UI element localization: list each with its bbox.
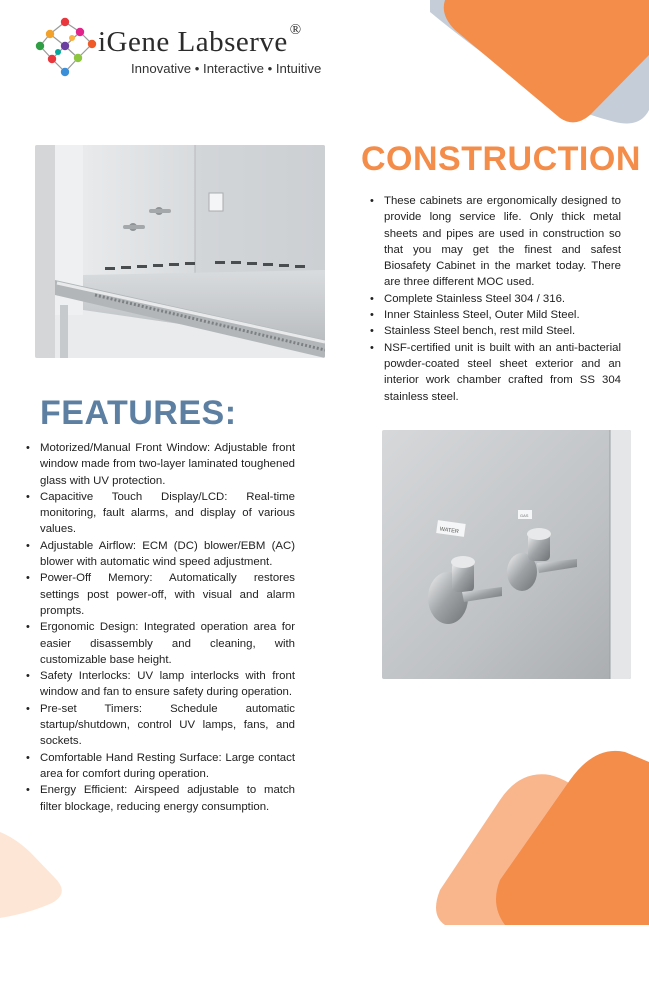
brand-name [98, 22, 302, 59]
brand-name-text: iGene Labserve [98, 26, 288, 58]
logo-molecule-icon [30, 14, 100, 82]
list-item: • These cabinets are ergonomically designed to provide long service life. Only thick metal sheets and pipes are used in construction so that you may get the finest and safest Biosafety Cabinet in the market today. There are three different MOC used. [369, 193, 621, 291]
valves-photo [382, 430, 631, 679]
features-heading: FEATURES: [40, 394, 237, 432]
list-item: • Ergonomic Design: Integrated operation area for easier disassembly and cleaning, with customizable base height. [25, 619, 295, 668]
construction-list [369, 193, 621, 405]
list-item: • NSF-certified unit is built with an anti-bacterial powder-coated steel sheet exterior and an interior work chamber crafted from SS 304 stainless steel. [369, 340, 621, 405]
list-item: • Adjustable Airflow: ECM (DC) blower/EBM (AC) blower with automatic wind speed adjustment. [25, 538, 295, 571]
list-item: • Safety Interlocks: UV lamp interlocks with front window and fan to ensure safety during operation. [25, 668, 295, 701]
list-item: • Stainless Steel bench, rest mild Steel. [369, 323, 621, 339]
list-item: • Power-Off Memory: Automatically restores settings post power-off, with visual and alarm prompts. [25, 570, 295, 619]
list-item: • Complete Stainless Steel 304 / 316. [369, 291, 621, 307]
list-item: • Motorized/Manual Front Window: Adjustable front window made from two-layer laminated toughened glass with UV protection. [25, 440, 295, 489]
list-item: • Inner Stainless Steel, Outer Mild Steel. [369, 307, 621, 323]
peach-bottom-left-shape [0, 832, 62, 918]
list-item: • Capacitive Touch Display/LCD: Real-time monitoring, fault alarms, and display of various values. [25, 489, 295, 538]
list-item: • Pre-set Timers: Schedule automatic startup/shutdown, control UV lamps, fans, and sockets. [25, 701, 295, 750]
cabinet-interior-photo [35, 145, 325, 358]
construction-heading: CONSTRUCTION [361, 140, 641, 178]
list-item: • Energy Efficient: Airspeed adjustable to match filter blockage, reducing energy consumption. [25, 782, 295, 815]
features-list [25, 440, 295, 815]
brand-tagline: Innovative • Interactive • Intuitive [131, 61, 322, 76]
list-item: • Comfortable Hand Resting Surface: Large contact area for comfort during operation. [25, 750, 295, 783]
water-label: WATER [439, 526, 460, 536]
gas-label: GAS [520, 513, 529, 518]
registered-mark: ® [289, 22, 302, 38]
